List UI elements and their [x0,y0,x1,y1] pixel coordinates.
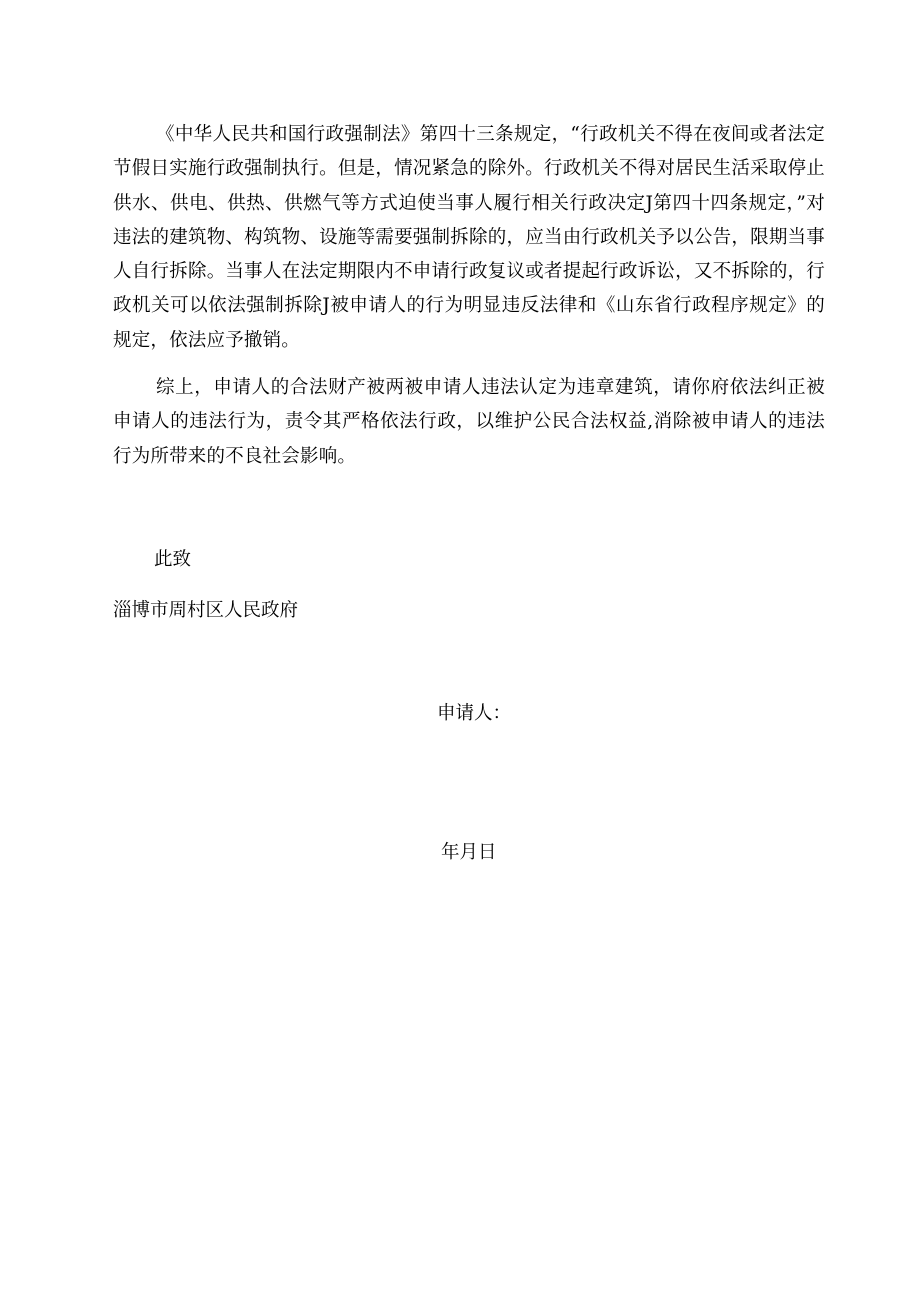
body-paragraph-conclusion: 综上，申请人的合法财产被两被申请人违法认定为违章建筑，请你府依法纠正被申请人的违法行为，责令其严格依法行政，以维护公民合法权益,消除被申请人的违法行为所带来的不良社会影响。 [113,377,825,467]
recipient: 淄博市周村区人民政府 [113,600,299,621]
date-label: 年月日 [441,842,497,863]
applicant-signature-label: 申请人： [437,703,512,724]
salutation: 此致 [154,549,192,570]
body-paragraph-law-citation: 《中华人民共和国行政强制法》第四十三条规定，“行政机关不得在夜间或者法定节假日实施行政强制执行。但是，情况紧急的除外。行政机关不得对居民生活采取停止供水、供电、供热、供燃气等方式迫使当事人履行相关行政决定J第四十四条规定，”对违法的建筑物、构筑物、设施等需要强制拆除的，应当由行政机关予以公告，限期当事人自行拆除。当事人在法定期限内不申请行政复议或者提起行政诉讼，又不拆除的，行政机关可以依法强制拆除J被申请人的行为明显违反法律和《山东省行政程序规定》的规定，依法应予撤销。 [113,124,825,351]
